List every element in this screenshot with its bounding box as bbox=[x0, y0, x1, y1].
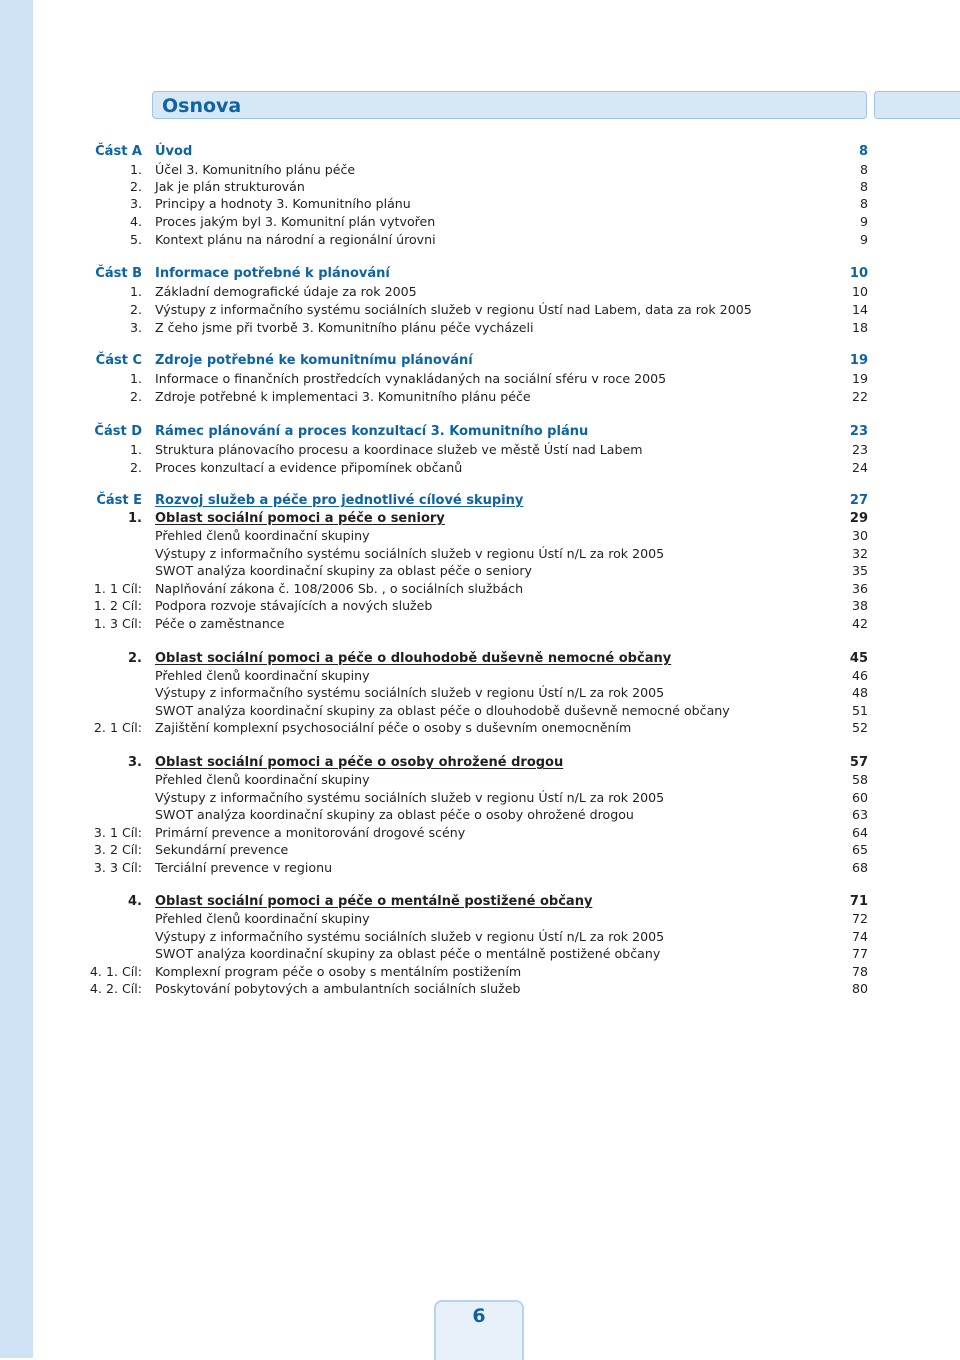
toc-page-number: 29 bbox=[849, 511, 868, 526]
toc-page-number: 9 bbox=[859, 232, 868, 247]
toc-label: Část C bbox=[95, 353, 142, 368]
toc-page-number: 27 bbox=[849, 493, 868, 508]
toc-item-row[interactable] bbox=[0, 719, 960, 736]
toc-entry-text: Jak je plán strukturován bbox=[155, 179, 305, 194]
toc-subsection-row[interactable] bbox=[0, 754, 960, 771]
toc-entry-text: Základní demografické údaje za rok 2005 bbox=[155, 284, 417, 299]
toc-item-row[interactable] bbox=[0, 213, 960, 230]
toc-item-row[interactable] bbox=[0, 684, 960, 701]
toc-entry-text: Přehled členů koordinační skupiny bbox=[155, 911, 370, 926]
toc-page-number: 48 bbox=[851, 685, 868, 700]
toc-subsection-row[interactable] bbox=[0, 510, 960, 527]
toc-entry-text: Rozvoj služeb a péče pro jednotlivé cílové skupiny bbox=[155, 493, 524, 508]
toc-label: 3. bbox=[129, 320, 142, 335]
toc-subsection-row[interactable] bbox=[0, 650, 960, 667]
toc-entry-text: SWOT analýza koordinační skupiny za oblast péče o seniory bbox=[155, 563, 532, 578]
toc-entry-text: Výstupy z informačního systému sociálních služeb v regionu Ústí n/L za rok 2005 bbox=[155, 685, 665, 700]
toc-item-row[interactable] bbox=[0, 945, 960, 962]
toc-page-number: 22 bbox=[851, 389, 868, 404]
toc-page-number: 78 bbox=[851, 964, 868, 979]
toc-section-row[interactable] bbox=[0, 492, 960, 509]
toc-entry-text: SWOT analýza koordinační skupiny za oblast péče o mentálně postižené občany bbox=[155, 946, 661, 961]
toc-section-row[interactable] bbox=[0, 143, 960, 160]
toc-page-number: 18 bbox=[851, 320, 868, 335]
toc-page-number: 71 bbox=[849, 894, 868, 909]
toc-page-number: 74 bbox=[851, 929, 868, 944]
toc-item-row[interactable] bbox=[0, 910, 960, 927]
toc-item-row[interactable] bbox=[0, 667, 960, 684]
toc-item-row[interactable] bbox=[0, 161, 960, 178]
toc-item-row[interactable] bbox=[0, 545, 960, 562]
toc-page-number: 42 bbox=[851, 616, 868, 631]
toc-label: 1. bbox=[129, 371, 142, 386]
toc-item-row[interactable] bbox=[0, 963, 960, 980]
toc-entry-text: Přehled členů koordinační skupiny bbox=[155, 528, 370, 543]
toc-item-row[interactable] bbox=[0, 527, 960, 544]
toc-entry-text: SWOT analýza koordinační skupiny za oblast péče o osoby ohrožené drogou bbox=[155, 807, 634, 822]
toc-page-number: 9 bbox=[859, 214, 868, 229]
toc-entry-text: Primární prevence a monitorování drogové scény bbox=[155, 825, 466, 840]
toc-item-row[interactable] bbox=[0, 283, 960, 300]
toc-label: 3. bbox=[129, 196, 142, 211]
toc-page-number: 45 bbox=[849, 651, 868, 666]
toc-label: 2. bbox=[129, 460, 142, 475]
toc-page-number: 23 bbox=[851, 442, 868, 457]
toc-entry-text: Informace potřebné k plánování bbox=[155, 266, 390, 281]
toc-page-number: 19 bbox=[849, 353, 868, 368]
toc-entry-text: Kontext plánu na národní a regionální úrovni bbox=[155, 232, 436, 247]
toc-entry-text: Oblast sociální pomoci a péče o seniory bbox=[155, 511, 445, 526]
toc-page-number: 60 bbox=[851, 790, 868, 805]
toc-page-number: 23 bbox=[849, 424, 868, 439]
toc-page-number: 36 bbox=[851, 581, 868, 596]
toc-entry-text: Péče o zaměstnance bbox=[155, 616, 285, 631]
toc-page-number: 8 bbox=[858, 144, 868, 159]
toc-label: 1. bbox=[129, 284, 142, 299]
toc-page-number: 19 bbox=[851, 371, 868, 386]
toc-item-row[interactable] bbox=[0, 928, 960, 945]
toc-page-number: 8 bbox=[859, 196, 868, 211]
toc-label: 4. 1. Cíl: bbox=[89, 964, 142, 979]
toc-entry-text: Zdroje potřebné k implementaci 3. Komunitního plánu péče bbox=[155, 389, 531, 404]
toc-item-row[interactable] bbox=[0, 702, 960, 719]
toc-page-number: 32 bbox=[851, 546, 868, 561]
toc-item-row[interactable] bbox=[0, 562, 960, 579]
toc-item-row[interactable] bbox=[0, 388, 960, 405]
toc-label: 4. 2. Cíl: bbox=[89, 981, 142, 996]
toc-entry-text: Proces konzultací a evidence připomínek občanů bbox=[155, 460, 463, 475]
toc-label: 2. 1 Cíl: bbox=[93, 720, 142, 735]
toc-subsection-row[interactable] bbox=[0, 893, 960, 910]
toc-item-row[interactable] bbox=[0, 859, 960, 876]
toc-page-number: 10 bbox=[851, 284, 868, 299]
toc-entry-text: Poskytování pobytových a ambulantních sociálních služeb bbox=[155, 981, 521, 996]
toc-item-row[interactable] bbox=[0, 301, 960, 318]
toc-item-row[interactable] bbox=[0, 615, 960, 632]
page-number-tab bbox=[434, 1300, 524, 1360]
toc-entry-text: Účel 3. Komunitního plánu péče bbox=[155, 162, 356, 177]
toc-label: 2. bbox=[129, 389, 142, 404]
page-title-bar bbox=[152, 91, 867, 119]
toc-entry-text: Výstupy z informačního systému sociálních služeb v regionu Ústí nad Labem, data za rok 2005 bbox=[155, 302, 752, 317]
toc-item-row[interactable] bbox=[0, 459, 960, 476]
toc-item-row[interactable] bbox=[0, 789, 960, 806]
toc-label: Část A bbox=[95, 144, 142, 159]
toc-page-number: 68 bbox=[851, 860, 868, 875]
toc-item-row[interactable] bbox=[0, 806, 960, 823]
toc-page-number: 51 bbox=[851, 703, 868, 718]
toc-page-number: 46 bbox=[851, 668, 868, 683]
toc-section-row[interactable] bbox=[0, 265, 960, 282]
toc-page-number: 38 bbox=[851, 598, 868, 613]
toc-page-number: 58 bbox=[851, 772, 868, 787]
page-number: 6 bbox=[472, 1305, 486, 1327]
toc-page-number: 8 bbox=[859, 162, 868, 177]
toc-entry-text: Podpora rozvoje stávajících a nových služeb bbox=[155, 598, 433, 613]
toc-item-row[interactable] bbox=[0, 319, 960, 336]
toc-entry-text: Oblast sociální pomoci a péče o mentálně postižené občany bbox=[155, 894, 593, 909]
toc-label: 1. bbox=[129, 442, 142, 457]
toc-page-number: 35 bbox=[851, 563, 868, 578]
toc-entry-text: Zdroje potřebné ke komunitnímu plánování bbox=[155, 353, 473, 368]
toc-item-row[interactable] bbox=[0, 231, 960, 248]
toc-entry-text: Oblast sociální pomoci a péče o dlouhodobě duševně nemocné občany bbox=[155, 651, 672, 666]
toc-page-number: 72 bbox=[851, 911, 868, 926]
toc-label: 5. bbox=[129, 232, 142, 247]
toc-entry-text: Úvod bbox=[155, 144, 193, 159]
toc-label: Část B bbox=[95, 266, 142, 281]
toc-label: 1. bbox=[129, 162, 142, 177]
toc-item-row[interactable] bbox=[0, 841, 960, 858]
toc-item-row[interactable] bbox=[0, 580, 960, 597]
toc-page-number: 10 bbox=[849, 266, 868, 281]
title-bar-tab bbox=[874, 91, 960, 119]
toc-item-row[interactable] bbox=[0, 824, 960, 841]
toc-page-number: 14 bbox=[851, 302, 868, 317]
toc-label: 2. bbox=[129, 302, 142, 317]
toc-page-number: 64 bbox=[851, 825, 868, 840]
toc-label: Část E bbox=[96, 493, 142, 508]
toc-entry-text: Přehled členů koordinační skupiny bbox=[155, 772, 370, 787]
toc-label: 1. bbox=[128, 511, 142, 526]
toc-item-row[interactable] bbox=[0, 980, 960, 997]
toc-item-row[interactable] bbox=[0, 370, 960, 387]
toc-page-number: 65 bbox=[851, 842, 868, 857]
toc-item-row[interactable] bbox=[0, 441, 960, 458]
toc-page-number: 52 bbox=[851, 720, 868, 735]
toc-label: 3. 2 Cíl: bbox=[93, 842, 142, 857]
toc-entry-text: Terciální prevence v regionu bbox=[155, 860, 333, 875]
toc-label: 3. bbox=[128, 755, 142, 770]
toc-page-number: 77 bbox=[851, 946, 868, 961]
toc-entry-text: Komplexní program péče o osoby s mentálním postižením bbox=[155, 964, 522, 979]
toc-page-number: 30 bbox=[851, 528, 868, 543]
toc-item-row[interactable] bbox=[0, 771, 960, 788]
toc-entry-text: Zajištění komplexní psychosociální péče o osoby s duševním onemocněním bbox=[155, 720, 632, 735]
toc-item-row[interactable] bbox=[0, 195, 960, 212]
toc-entry-text: Sekundární prevence bbox=[155, 842, 289, 857]
toc-item-row[interactable] bbox=[0, 178, 960, 195]
toc-label: 3. 1 Cíl: bbox=[93, 825, 142, 840]
toc-entry-text: Výstupy z informačního systému sociálních služeb v regionu Ústí n/L za rok 2005 bbox=[155, 546, 665, 561]
toc-entry-text: Přehled členů koordinační skupiny bbox=[155, 668, 370, 683]
toc-page-number: 24 bbox=[851, 460, 868, 475]
toc-page-number: 63 bbox=[851, 807, 868, 822]
toc-entry-text: Výstupy z informačního systému sociálních služeb v regionu Ústí n/L za rok 2005 bbox=[155, 929, 665, 944]
toc-entry-text: Naplňování zákona č. 108/2006 Sb. , o sociálních službách bbox=[155, 581, 524, 596]
toc-label: 1. 2 Cíl: bbox=[93, 598, 142, 613]
toc-page-number: 8 bbox=[859, 179, 868, 194]
toc-item-row[interactable] bbox=[0, 597, 960, 614]
toc-entry-text: Proces jakým byl 3. Komunitní plán vytvořen bbox=[155, 214, 436, 229]
page-title: Osnova bbox=[162, 95, 242, 117]
toc-label: 1. 3 Cíl: bbox=[93, 616, 142, 631]
toc-label: 1. 1 Cíl: bbox=[93, 581, 142, 596]
toc-label: 2. bbox=[129, 179, 142, 194]
toc-entry-text: SWOT analýza koordinační skupiny za oblast péče o dlouhodobě duševně nemocné občany bbox=[155, 703, 730, 718]
toc-page-number: 57 bbox=[849, 755, 868, 770]
toc-section-row[interactable] bbox=[0, 423, 960, 440]
toc-entry-text: Výstupy z informačního systému sociálních služeb v regionu Ústí n/L za rok 2005 bbox=[155, 790, 665, 805]
toc-section-row[interactable] bbox=[0, 352, 960, 369]
toc-entry-text: Principy a hodnoty 3. Komunitního plánu bbox=[155, 196, 411, 211]
toc-label: 2. bbox=[128, 651, 142, 666]
toc-label: 4. bbox=[129, 214, 142, 229]
toc-entry-text: Informace o finančních prostředcích vynakládaných na sociální sféru v roce 2005 bbox=[155, 371, 667, 386]
toc-entry-text: Oblast sociální pomoci a péče o osoby ohrožené drogou bbox=[155, 755, 564, 770]
toc-entry-text: Z čeho jsme při tvorbě 3. Komunitního plánu péče vycházeli bbox=[155, 320, 534, 335]
toc-label: 4. bbox=[128, 894, 142, 909]
toc-page-number: 80 bbox=[851, 981, 868, 996]
toc-entry-text: Struktura plánovacího procesu a koordinace služeb ve městě Ústí nad Labem bbox=[155, 442, 643, 457]
toc-label: Část D bbox=[94, 424, 142, 439]
toc-entry-text: Rámec plánování a proces konzultací 3. Komunitního plánu bbox=[155, 424, 589, 439]
toc-label: 3. 3 Cíl: bbox=[93, 860, 142, 875]
